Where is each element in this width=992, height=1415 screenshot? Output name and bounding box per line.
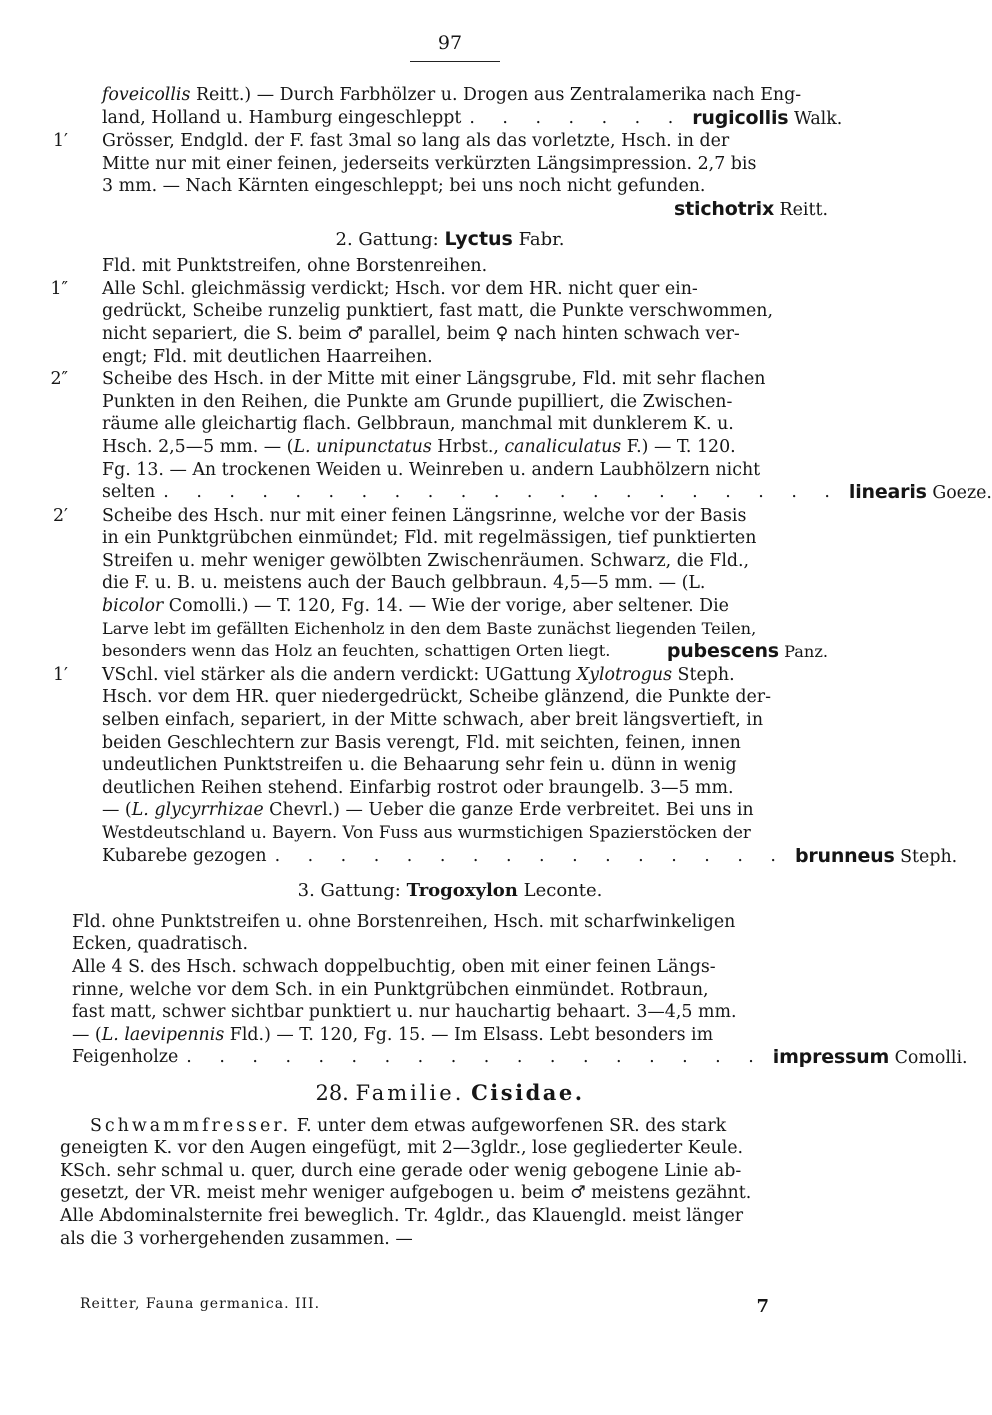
text-line: undeutlichen Punktstreifen u. die Behaarung sehr fein u. dünn in wenig bbox=[102, 755, 737, 776]
text-line: Mitte nur mit einer feinen, jederseits verkürzten Längsimpression. 2,7 bis bbox=[102, 153, 757, 174]
text-line: Kubarebe gezogen . . . . . . . . . . . . . . . . brunneus Steph. bbox=[102, 844, 958, 867]
text-line: Hsch. vor dem HR. quer niedergedrückt, Scheibe glänzend, die Punkte der- bbox=[102, 687, 771, 708]
couplet-key: 2′ bbox=[52, 505, 68, 526]
italic-term: foveicollis bbox=[102, 85, 191, 105]
text-line: — (L. laevipennis Fld.) — T. 120, Fg. 15. — Im Elsass. Lebt besonders im bbox=[72, 1024, 714, 1045]
text-line: besonders wenn das Holz an feuchten, schattigen Orten liegt. pubescens Panz. bbox=[102, 640, 828, 663]
couplet-key: 1′ bbox=[52, 664, 68, 685]
text-line: Alle Schl. gleichmässig verdickt; Hsch. vor dem HR. nicht quer ein- bbox=[102, 278, 698, 299]
key-couplet-2-double-prime bbox=[50, 368, 992, 505]
species-author: Panz. bbox=[784, 642, 828, 662]
leader-dots: . . . . . . . . . . . . . . . . bbox=[274, 845, 787, 866]
text-line: rinne, welche vor dem Sch. in ein Punktgrübchen einmündet. Rotbraun, bbox=[72, 979, 709, 1000]
key-couplet-1-double-prime bbox=[50, 278, 828, 368]
leader-dots: . . . . . . . bbox=[469, 107, 685, 128]
text-line: Scheibe des Hsch. nur mit einer feinen Längsrinne, welche vor der Basis bbox=[102, 505, 747, 526]
text-line: engt; Fld. mit deutlichen Haarreihen. bbox=[102, 346, 433, 367]
text-line: selben einfach, separiert, in der Mitte schwach, aber breit längsvertieft, in bbox=[102, 710, 764, 731]
couplet-key: 1′ bbox=[52, 131, 68, 152]
text-line: Streifen u. mehr weniger gewölbten Zwischenräumen. Schwarz, die Fld., bbox=[102, 550, 750, 571]
text-line: Alle 4 S. des Hsch. schwach doppelbuchtig, oben mit einer feinen Längs- bbox=[72, 956, 716, 977]
key-couplet-1-prime-xylotrogus bbox=[52, 664, 958, 868]
genus-heading-lyctus: 2. Gattung: Lyctus Fabr. bbox=[335, 227, 565, 250]
text-line: Feigenholze . . . . . . . . . . . . . . . . . . impressum Comolli. bbox=[72, 1046, 968, 1069]
text-line: Westdeutschland u. Bayern. Von Fuss aus wurmstichigen Spazierstöcken der bbox=[102, 823, 751, 842]
text-line: als die 3 vorhergehenden zusammen. — bbox=[60, 1228, 413, 1249]
species-name: stichotrix bbox=[674, 197, 775, 220]
text-line: geneigten K. vor den Augen eingefügt, mit 2—3gldr., lose gegliederter Keule. bbox=[60, 1138, 744, 1159]
page-body bbox=[50, 84, 992, 1250]
text-line: in ein Punktgrübchen einmündet; Fld. mit regelmässigen, tief punktierten bbox=[102, 528, 757, 549]
text-line: Larve lebt im gefällten Eichenholz in den dem Baste zunächst liegenden Teilen, bbox=[102, 618, 757, 638]
text-line: selten . . . . . . . . . . . . . . . . . . . . . linearis Goeze. bbox=[102, 481, 992, 504]
text-line: VSchl. viel stärker als die andern verdickt: UGattung Xylotrogus Steph. bbox=[102, 664, 735, 685]
text-line: Schwammfresser. F. unter dem etwas aufgeworfenen SR. des stark bbox=[90, 1115, 727, 1136]
key-couplet-2-prime bbox=[52, 505, 828, 664]
page-footer bbox=[80, 1296, 770, 1317]
text-line: beiden Geschlechtern zur Basis verengt, Fld. mit seichten, feinen, innen bbox=[102, 732, 741, 753]
text-line: Grösser, Endgld. der F. fast 3mal so lang als das vorletzte, Hsch. in der bbox=[102, 131, 730, 152]
entry-continuation bbox=[72, 84, 843, 130]
genus-body-trogoxylon bbox=[72, 911, 968, 1070]
text-line: gedrückt, Scheibe runzelig punktiert, fast matt, die Punkte verschwommen, bbox=[102, 301, 774, 322]
family-name: Cisidae. bbox=[471, 1079, 585, 1105]
footer-citation: Reitter, Fauna germanica. III. bbox=[80, 1296, 321, 1312]
text-line: Punkten in den Reihen, die Punkte am Grunde pupilliert, die Zwischen- bbox=[102, 391, 733, 412]
page-number: 97 bbox=[437, 32, 463, 54]
leader-dots: . . . . . . . . . . . . . . . . . . bbox=[186, 1047, 765, 1068]
genus-heading-trogoxylon: 3. Gattung: Trogoxylon Leconte. bbox=[297, 880, 603, 902]
species-author: Walk. bbox=[793, 108, 843, 129]
family-body-cisidae bbox=[60, 1115, 828, 1251]
genus-intro: Fld. mit Punktstreifen, ohne Borstenreihen. bbox=[102, 256, 488, 277]
text-line: Fg. 13. — An trockenen Weiden u. Weinreben u. andern Laubhölzern nicht bbox=[102, 459, 761, 480]
species-author: Comolli. bbox=[894, 1048, 968, 1069]
text-line: gesetzt, der VR. meist mehr weniger aufgebogen u. beim ♂ meistens gezähnt. bbox=[60, 1183, 752, 1204]
text-line: — (L. glycyrrhizae Chevrl.) — Ueber die ganze Erde verbreitet. Bei uns in bbox=[102, 800, 754, 821]
species-name: linearis bbox=[848, 481, 927, 504]
species-name: rugicollis bbox=[692, 106, 789, 129]
couplet-key: 1″ bbox=[50, 278, 68, 299]
text-line: Ecken, quadratisch. bbox=[72, 934, 248, 955]
species-name: impressum bbox=[772, 1046, 890, 1069]
text-line bbox=[102, 198, 828, 222]
text-line: foveicollis Reitt.) — Durch Farbhölzer u. Drogen aus Zentralamerika nach Eng- bbox=[102, 85, 802, 105]
key-couplet-1-prime bbox=[52, 130, 828, 221]
text-line: KSch. sehr schmal u. quer, durch eine gerade oder wenig gebogene Linie ab- bbox=[60, 1160, 742, 1181]
genus-name: Lyctus bbox=[444, 227, 513, 250]
species-author: Goeze. bbox=[932, 483, 992, 504]
text-line: Alle Abdominalsternite frei beweglich. Tr. 4gldr., das Klauengld. meist länger bbox=[60, 1205, 744, 1226]
genus-name: Trogoxylon bbox=[406, 880, 518, 902]
family-heading-cisidae: 28. Familie. Cisidae. bbox=[315, 1079, 585, 1105]
text-line: fast matt, schwer sichtbar punktiert u. nur hauchartig behaart. 3—4,5 mm. bbox=[72, 1002, 737, 1023]
text-line: bicolor Comolli.) — T. 120, Fg. 14. — Wie der vorige, aber seltener. Die bbox=[102, 596, 729, 617]
leader-dots: . . . . . . . . . . . . . . . . . . . . . bbox=[163, 482, 841, 503]
text-line: räume alle gleichartig flach. Gelbbraun, manchmal mit dunklerem K. u. bbox=[102, 414, 734, 435]
signature-number: 7 bbox=[756, 1296, 770, 1317]
text-line: Hsch. 2,5—5 mm. — (L. unipunctatus Hrbst., canaliculatus F.) — T. 120. bbox=[102, 436, 736, 457]
text-line: land, Holland u. Hamburg eingeschleppt . . . . . . . rugicollis Walk. bbox=[102, 106, 843, 129]
text-line: die F. u. B. u. meistens auch der Bauch gelbbraun. 4,5—5 mm. — (L. bbox=[102, 573, 706, 594]
text-line: nicht separiert, die S. beim ♂ parallel, beim ♀ nach hinten schwach ver- bbox=[102, 323, 740, 344]
species-name: pubescens bbox=[666, 640, 779, 663]
species-name: brunneus bbox=[794, 844, 895, 867]
species-author: Steph. bbox=[900, 846, 958, 867]
text-line: Scheibe des Hsch. in der Mitte mit einer Längsgrube, Fld. mit sehr flachen bbox=[102, 369, 766, 390]
couplet-key: 2″ bbox=[50, 369, 68, 390]
text-line: deutlichen Reihen stehend. Einfarbig rostrot oder braungelb. 3—5 mm. bbox=[102, 777, 734, 798]
species-author: Reitt. bbox=[779, 199, 828, 220]
text-line: 3 mm. — Nach Kärnten eingeschleppt; bei uns noch nicht gefunden. bbox=[102, 176, 706, 197]
text-line: Fld. ohne Punktstreifen u. ohne Borstenreihen, Hsch. mit scharfwinkeligen bbox=[72, 911, 736, 932]
page-number-rule bbox=[410, 61, 500, 62]
